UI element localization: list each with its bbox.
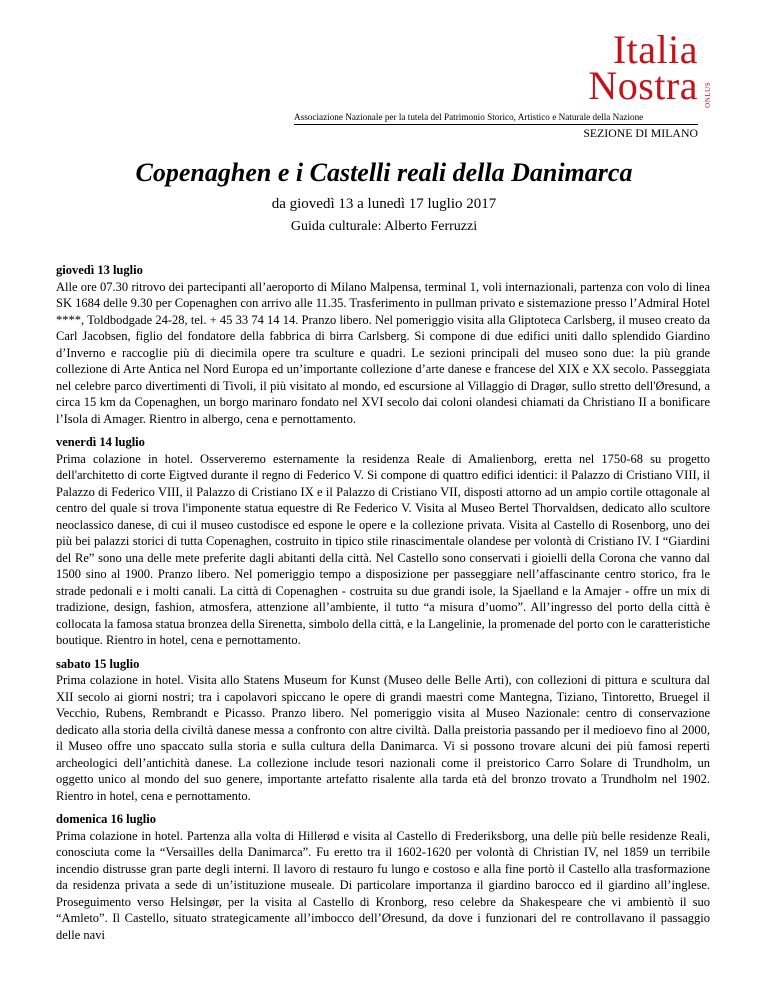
- cultural-guide: Guida culturale: Alberto Ferruzzi: [290, 219, 478, 234]
- day-description: Alle ore 07.30 ritrovo dei partecipanti all’aeroporto di Milano Malpensa, terminal 1, voli internazionali, partenza con volo di linea SK 1684 delle 9.30 per Copenaghen con arrivo alle 11.35. Trasferimento in pullman privato e sistemazione presso l’Admiral Hotel ****, Toldbodgade 24-28, tel. + 45 33 74 14 14. Pranzo libero. Nel pomeriggio visita alla Gliptoteca Carlsberg, il museo creato da Carl Jacobsen, figlio del fondatore della fabbrica di birra Carlsberg. Si compone di due edifici uniti dallo splendido Giardino d’Inverno e raccoglie più di diecimila opere tra sculture e quadri. Le sezioni principali del museo sono due: la più grande collezione di Arte Antica nel Nord Europa ed un’importante collezione d’arte danese e francese del XIX e XX secolo. Passeggiata nel celebre parco divertimenti di Tivoli, il più visitato al mondo, ed escursione al Villaggio di Dragør, sullo stretto dell'Øresund, a circa 15 km da Copenaghen, un borgo marinaro fondato nel XVI secolo dai coloni olandesi chiamati da Christiano II a bonificare l’Isola di Amager. Rientro in albergo, cena e pernottamento.: [56, 279, 710, 426]
- logo-line-2: Nostra: [588, 63, 698, 108]
- day-heading: domenica 16 luglio: [56, 812, 157, 826]
- page-title: Copenaghen e i Castelli reali della Danimarca: [135, 158, 633, 187]
- header-divider: [294, 124, 698, 125]
- itinerary-day: [56, 811, 710, 943]
- day-description: Prima colazione in hotel. Osserveremo esternamente la residenza Reale di Amalienborg, eretta nel 1750-68 su progetto dell'architetto di corte Eigtved durante il regno di Federico V. Si compone di quattro edifici identici: il Palazzo di Cristiano VIII, il Palazzo di Federico VIII, il Palazzo di Cristiano IX e il Palazzo di Cristiano VII, disposti attorno ad un ampio cortile ottagonale al centro del quale si trova l'imponente statua equestre di Re Federico V. Visita al Museo Bertel Thorvaldsen, dedicato allo scultore neoclassico danese, di cui il museo custodisce ed espone le opere e la collezione privata. Visita al Castello di Rosenborg, uno dei più bei palazzi storici di tutta Copenaghen, costruito in tipico stile rinascimentale olandese per volontà di Cristiano IV. I “Giardini del Re” sono una delle mete preferite dagli abitanti della città. Nel Castello sono conservati i gioielli della Corona che vanno dal 1500 sino al 1900. Pranzo libero. Nel pomeriggio tempo a disposizione per passeggiare nell’affascinante centro storico, fra le strade pedonali e i molti canali. La città di Copenaghen - costruita su due grandi isole, la Sjaelland e la Amajer - offre un mix di tradizione, design, fashion, atmosfera, attenzione all’ambiente, il tutto “a misura d’uomo”. All’ingresso del porto della città è collocata la famosa statua bronzea della Sirenetta, simbolo della città, e la Langelinie, la promenade del porto con le caratteristiche boutique. Rientro in hotel, cena e pernottamento.: [56, 451, 710, 647]
- day-description: Prima colazione in hotel. Visita allo Statens Museum for Kunst (Museo delle Belle Arti), con collezioni di pittura e scultura dal XII secolo ai giorni nostri; tra i capolavori spiccano le opere di grandi maestri come Mantegna, Tiziano, Tintoretto, Bruegel il Vecchio, Rubens, Rembrandt e Picasso. Pranzo libero. Nel pomeriggio visita al Museo Nazionale: centro di conservazione dedicato alla storia della civiltà danese messa a confronto con altre civiltà. Dalla preistoria passando per il medioevo fino al 2000, il Museo offre uno spaccato sulla storia e sulla cultura della Danimarca. Vi si possono trovare alcuni dei più famosi reperti archeologici dell’antichità danese. La collezione include tesori nazionali come il preistorico Carro Solare di Trundholm, un oggetto unico al mondo del suo genere, importante artefatto risalente alla tarda età del bronzo trovato a Trundholm nel 1902. Rientro in hotel, cena e pernottamento.: [56, 673, 710, 803]
- itinerary-day: [56, 434, 710, 649]
- itinerary-day: [56, 262, 710, 427]
- day-description: Prima colazione in hotel. Partenza alla volta di Hillerød e visita al Castello di Frederiksborg, una delle più belle residenze Reali, conosciuta come la “Versailles della Danimarca”. Fu eretto tra il 1602-1620 per volontà di Christian IV, nel 1859 un terribile incendio distrusse gran parte degli interni. Il lavoro di restauro fu lungo e costoso e alla fine portò il Castello alla trasformazione da residenza privata a sede di un’istituzione museale. Di particolare importanza il giardino barocco ed il giardino all’inglese. Proseguimento verso Helsingør, per la visita al Castello di Kronborg, reso celebre da Shakespeare che vi ambientò il suo “Amleto”. Il Castello, situato strategicamente all’imbocco dell’Øresund, da dove i funzionari del re controllavano il passaggio delle navi: [56, 828, 710, 942]
- logo-onlus: ONLUS: [704, 82, 712, 108]
- day-heading: giovedì 13 luglio: [56, 263, 143, 277]
- italia-nostra-logo: [588, 27, 712, 108]
- logo-line-1: Italia: [612, 27, 698, 72]
- itinerary-day: [56, 656, 710, 805]
- section-label: SEZIONE DI MILANO: [583, 126, 698, 140]
- day-heading: venerdì 14 luglio: [56, 435, 145, 449]
- association-tagline: Associazione Nazionale per la tutela del Patrimonio Storico, Artistico e Naturale della Nazione: [294, 112, 644, 122]
- trip-dates: da giovedì 13 a lunedì 17 luglio 2017: [271, 196, 497, 212]
- itinerary: [56, 262, 710, 950]
- day-heading: sabato 15 luglio: [56, 656, 140, 671]
